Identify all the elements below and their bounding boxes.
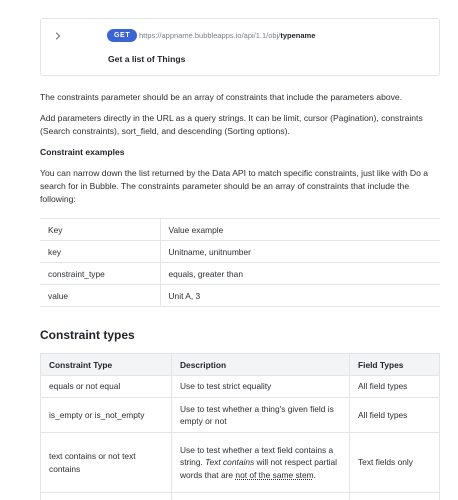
endpoint-card[interactable] [40,18,440,76]
table-cell: value [40,285,160,307]
table-cell [172,433,350,493]
table-cell: Key [40,219,160,241]
table-row [41,398,440,433]
table-cell: Use to test whether a thing's given field is empty or not [172,398,350,433]
constraint-types-table [40,353,440,500]
column-header: Field Types [350,354,440,376]
table-cell: Text fields only [350,433,440,493]
http-method-badge: GET [107,29,137,42]
endpoint-url-prefix: https://appname.bubbleapps.io/api/1.1/obj/ [139,31,281,40]
table-header-row [40,219,440,241]
table-cell: Use to test strict equality [172,376,350,398]
table-cell: Unit A, 3 [160,285,440,307]
paragraph-constraints-array: The constraints parameter should be an array of constraints that include the parameters above. [40,92,403,102]
chevron-right-icon[interactable] [53,31,63,41]
table-cell: All field types [350,398,440,433]
table-row [41,376,440,398]
table-row [40,241,440,263]
table-header-row [41,354,440,376]
table-cell: equals or not equal [41,376,172,398]
table-row [41,433,440,493]
table-cell: key [40,241,160,263]
description-text: will not respect partial words that are [180,457,338,480]
table-cell [350,493,440,500]
description-text: Use to test whether a text field contains a string. [180,444,334,468]
paragraph-narrow-down: You can narrow down the list returned by the Data API to match specific constraints, just like with Do a search for in Bubble. The constraints parameter should be an array of constraints that include the following: [40,168,429,204]
constraint-examples-heading: Constraint examples [40,147,125,157]
table-cell: Value example [160,219,440,241]
column-header: Description [172,354,350,376]
description-underline: not of the same stem [235,469,314,480]
description-text: . [313,469,316,480]
table-cell [41,493,172,500]
constraint-types-heading: Constraint types [40,328,135,342]
table-row [40,263,440,285]
table-cell: constraint_type [40,263,160,285]
endpoint-summary: Get a list of Things [108,54,186,64]
table-cell [172,493,350,500]
table-row [40,285,440,307]
endpoint-url-param: typename [280,31,316,40]
table-row [41,493,440,500]
table-cell: is_empty or is_not_empty [41,398,172,433]
column-header: Constraint Type [41,354,172,376]
description-emphasis: Text contains [205,457,255,468]
table-cell: text contains or not text contains [41,433,172,493]
table-cell: Unitname, unitnumber [160,241,440,263]
endpoint-url [139,31,315,40]
paragraph-query-parameters: Add parameters directly in the URL as a query strings. It can be limit, cursor (Pagination), constraints (Search constraints), sort_field, and descending (Sorting options). [40,113,423,136]
table-cell: equals, greater than [160,263,440,285]
constraint-examples-table [40,218,440,307]
table-cell: All field types [350,376,440,398]
